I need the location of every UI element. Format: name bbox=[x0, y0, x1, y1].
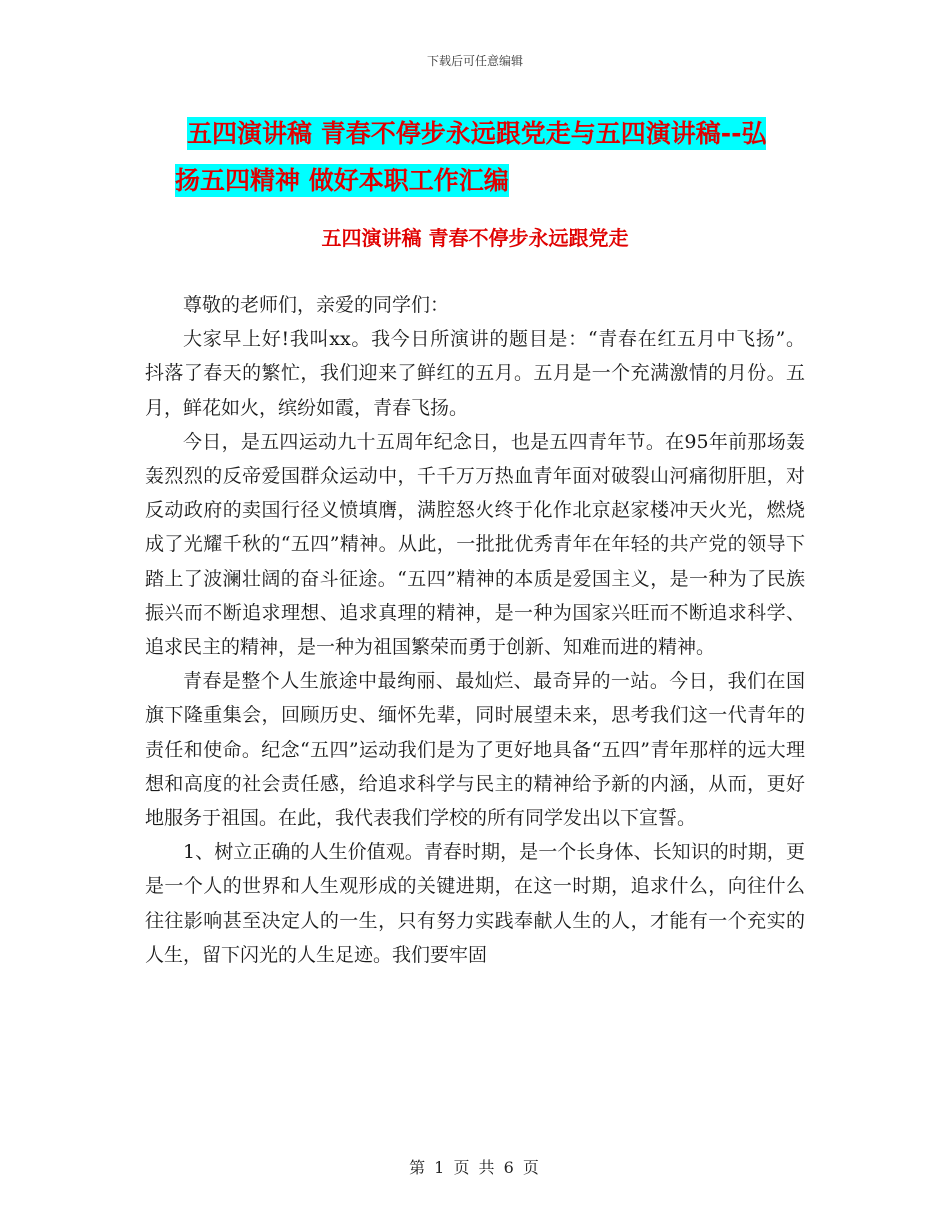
section-title: 五四演讲稿 青春不停步永远跟党走 bbox=[321, 226, 629, 250]
paragraph: 青春是整个人生旅途中最绚丽、最灿烂、最奇异的一站。今日，我们在国旗下隆重集会，回顾历史、缅怀先辈，同时展望未来，思考我们这一代青年的责任和使命。纪念“五四”运动我们是为了更好地具备“五四”青年那样的远大理想和高度的社会责任感，给追求科学与民主的精神给予新的内涵，从而，更好地服务于祖国。在此，我代表我们学校的所有同学发出以下宣誓。 bbox=[145, 670, 805, 830]
paragraph: 大家早上好!我叫xx。我今日所演讲的题目是：“青春在红五月中飞扬”。 抖落了春天的繁忙，我们迎来了鲜红的五月。五月是一个充满激情的月份。五月，鲜花如火，缤纷如霞，青春飞扬。 bbox=[145, 328, 805, 419]
paragraph-greeting: 尊敬的老师们，亲爱的同学们： bbox=[183, 294, 450, 316]
page-footer: 第 1 页 共 6 页 bbox=[409, 1158, 541, 1177]
document-title bbox=[175, 110, 815, 204]
title-line-1: 五四演讲稿 青春不停步永远跟党走与五四演讲稿--弘 bbox=[187, 119, 767, 148]
header-note: 下载后可任意编辑 bbox=[426, 54, 523, 68]
paragraph: 今日，是五四运动九十五周年纪念日，也是五四青年节。在95年前那场轰轰烈烈的反帝爱国群众运动中，千千万万热血青年面对破裂山河痛彻肝胆，对反动政府的卖国行径义愤填膺，满腔怒火终于化作北京赵家楼冲天火光，燃烧成了光耀千秋的“五四”精神。从此，一批批优秀青年在年轻的共产党的领导下踏上了波澜壮阔的奋斗征途。“五四”精神的本质是爱国主义，是一种为了民族振兴而不断追求理想、追求真理的精神，是一种为国家兴旺而不断追求科学、追求民主的精神，是一种为祖国繁荣而勇于创新、知难而进的精神。 bbox=[145, 430, 805, 659]
title-line-2: 扬五四精神 做好本职工作汇编 bbox=[175, 166, 509, 195]
paragraph: 1、树立正确的人生价值观。青春时期，是一个长身体、长知识的时期，更是一个人的世界和人生观形成的关键进期，在这一时期，追求什么，向往什么往往影响甚至决定人的一生，只有努力实践奉献人生的人，才能有一个充实的人生，留下闪光的人生足迹。我们要牢固 bbox=[145, 841, 805, 966]
document-body bbox=[145, 288, 805, 972]
